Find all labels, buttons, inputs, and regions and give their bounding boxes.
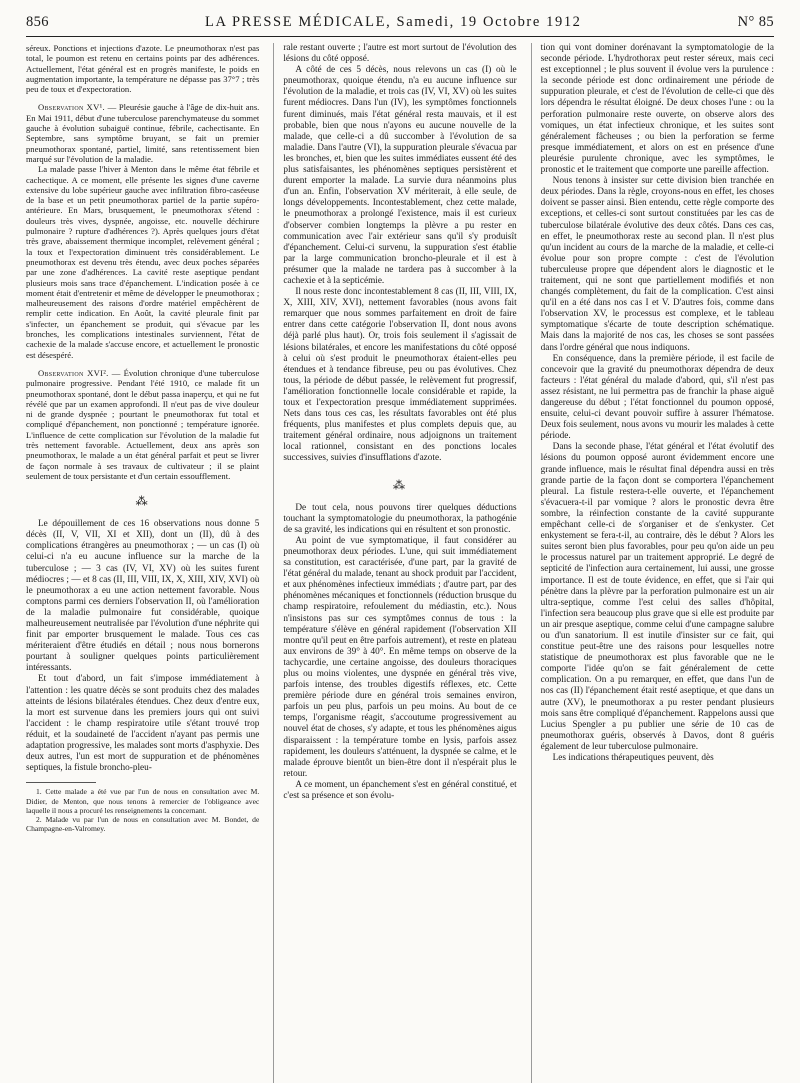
column-left	[26, 43, 259, 1083]
page-header	[26, 14, 774, 37]
footnotes	[26, 787, 259, 833]
paragraph: En conséquence, dans la première période, il est facile de concevoir que la gravité du pneumothorax dépendra de deux facteurs : l'état général du malade d'abord, qui, s'il n'est pas assez résistant, ne lui permettra pas de franchir la phase aiguë dangereuse du début ; l'état fonctionnel du poumon opposé, ensuite, celui-ci devant pouvoir suffire à assurer l'hématose. Deux fois seulement, nous avons vu mourir les malades à cette période.	[540, 353, 774, 442]
paragraph: Et tout d'abord, un fait s'impose immédiatement à l'attention : les quatre décès se sont produits chez des malades atteints de lésions bilatérales étendues. Chez deux d'entre eux, la mort est survenue dans les premiers jours qui ont suivi l'accident : le champ respiratoire utile s'étant trouvé trop réduit, et la soudaineté de l'accident n'ayant pas permis une adaptation progressive, les malades sont morts d'asphyxie. Des deux autres, l'un est mort de suppuration et de phénomènes septiques, la fistule broncho-pleu-	[26, 674, 260, 774]
observation-text: — Pleurésie gauche à l'âge de dix-huit ans. En Mai 1911, début d'une tuberculose parenchymateuse du sommet gauche à évolution subaiguë continue, fébrile, cachectisante. En Septembre, sans symptôme bruyant, se fait un premier pneumothorax spontané, partiel, limité, sans retentissement bien marqué sur l'évolution de la maladie.	[26, 102, 260, 164]
paragraph: séreux. Ponctions et injections d'azote. Le pneumothorax n'est pas total, le poumon est retenu en certains points par des adhérences. Actuellement, l'état général est en progrès manifeste, le poids en augmentation importante, la température ne dépasse pas 37°7 ; très peu de toux et d'expectoration.	[26, 43, 260, 95]
observation-label: Observation XVI².	[38, 367, 109, 378]
observation-text: — Évolution chronique d'une tuberculose pulmonaire progressive. Pendant l'été 1910, ce malade fit un pneumothorax spontané, dont le début passa inaperçu, et qui ne fut révélé que par un examen approfondi. Il n'eut pas de vive douleur ni de grande dyspnée ; pourtant le pneumothorax fut total et compliqué d'épanchement, non ponctionné ; température ignorée. L'influence de cette complication sur l'évolution de la maladie fut très nettement favorable. Actuellement, deux ans après son pneumothorax, le malade a un état général parfait et peut se livrer de façon normale à ses travaux de cultivateur ; il se plaint seulement de toux persistante et d'un certain essoufflement.	[26, 367, 260, 481]
page-number: 856	[26, 14, 49, 30]
paragraph: Les indications thérapeutiques peuvent, dès	[552, 753, 714, 763]
paragraph: Dans la seconde phase, l'état général et l'état évolutif des lésions du poumon opposé auront évidemment encore une grande influence, mais le résultat final dépendra aussi en très grande partie de la façon dont se comportera l'épanchement pleural. La fistule restera-t-elle ouverte, et l'épanchement s'évacuera-t-il par vomique ? alors le pronostic devra être sombre, la réinfection constante de la cavité suppurante empêchant celle-ci de s'organiser et de s'enkyster. Cet enkystement se fera-t-il, au contraire, dès le début ? Alors les suites seront bien plus favorables, pour peu qu'on aide un peu le processus naturel par un traitement approprié. Le degré de septicité de l'infection aura certainement, lui aussi, une grosse importance. Il est de toute évidence, en effet, que si l'air qui pénètre dans la plèvre par la perforation pulmonaire est un air ultra-septique, comme l'est celui des salles d'hôpital, l'infection sera beaucoup plus grave que si elle est produite par un air presque aseptique, comme celui d'une campagne salubre ou d'un sanatorium. Il est inutile d'insister sur ce fait, qui constitue peut-être une des raisons pour lesquelles notre statistique de pneumothorax est plus favorable que ne le comporte l'idée qu'on se fait généralement de cette complication. On a pu remarquer, en effet, que dans l'un de nos cas (II) l'épanchement était resté aseptique, et que dans un autre (XV), le pneumothorax a pu rester pendant plusieurs mois sans être compliqué d'épanchement. Rappelons aussi que Lucius Spengler a pu publier une série de 10 cas de pneumothorax guéris, observés à Davos, dont 8 guéris également de leur tuberculose pulmonaire.	[540, 442, 774, 752]
paragraph: Il nous reste donc incontestablement 8 cas (II, III, VIII, IX, X, XIII, XIV, XVI), nettement favorables (nous avons fait remarquer que nous sommes parfaitement en droit de faire entrer dans cette catégorie l'observation II, dont nous avons déjà parlé plus haut). Or, trois fois seulement il s'agissait de lésions bilatérales, et encore les manifestations du côté opposé à celui où s'est produit le pneumothorax étaient-elles peu étendues et à tendance fibreuse, peu ou pas évolutives. Chez tous, la période de début passée, le relèvement fut progressif, l'amélioration fonctionnelle locale considérable et rapide, la toux et l'expectoration presque immédiatement supprimées. Nets dans tous ces cas, les résultats favorables ont été plus fréquents, plus manifestes et plus complets depuis que, au traitement général ordinaire, nous adjoignons un traitement local rationnel, consistant en des ponctions locales successives, suivies d'insufflations d'azote.	[283, 287, 517, 464]
observation-label: Observation XV¹.	[38, 102, 105, 113]
section-separator: ⁂	[392, 477, 407, 492]
paragraph: A ce moment, un épanchement s'est en général constitué, et c'est sa présence et son évolu-	[283, 779, 517, 801]
column-middle	[273, 43, 516, 1083]
journal-title: LA PRESSE MÉDICALE, Samedi, 19 Octobre 1912	[205, 14, 582, 30]
paragraph: La malade passe l'hiver à Menton dans le même état fébrile et cachectique. A ce moment, elle présente les signes d'une caverne extensive du lobe supérieur gauche avec infiltration fibro-caséeuse de la base et un petit pneumothorax partiel de la partie supéro-antérieure. En Mars, brusquement, le pneumothorax s'étend : douleurs très vives, dyspnée, angoisse, etc. nouvelle déchirure pulmonaire ? rupture d'adhérences ?). Après quelques jours d'état très grave, abaissement thermique incomplet, relèvement général ; la toux et l'expectoration diminuent très considérablement. Le pneumothorax est devenu très étendu, avec deux poches séparées par une zone d'adhérences. La cavité reste aseptique pendant plusieurs mois sans trace d'épanchement. L'indication posée à ce moment était d'entretenir et même de développer le pneumothorax ; malheureusement des raisons d'ordre matériel empêchèrent de remplir cette indication. En Août, la cavité pleurale finit par s'infecter, un épanchement se produit, qui s'évacue par les bronches, les complications intestinales surviennent, l'état de cachexie de la malade s'accuse encore, et actuellement le pronostic est désespéré.	[26, 164, 260, 360]
paragraph: Au point de vue symptomatique, il faut considérer au pneumothorax deux périodes. L'une, qui suit immédiatement sa constitution, est caractérisée, d'une part, par la gravité de l'état général du malade, tenant au shock produit par l'accident, et aux phénomènes infectieux immédiats ; d'autre part, par des phénomènes mécaniques et fonctionnels (réduction brusque du champ respiratoire, refoulement du médiastin, etc.). Nous n'insistons pas sur ces symptômes connus de tous : la température s'élève en général rapidement (l'observation XII montre qu'il peut en être parfois autrement), et reste en plateau aux environs de 39° à 40°. En même temps on observe de la tachycardie, une certaine angoisse, des douleurs thoraciques plus ou moins violentes, une dyspnée en général très vive, parfois intense, des troubles digestifs réflexes, etc. Cette première période dure en général trois semaines environ, parfois un peu plus, parfois un peu moins. Au bout de ce temps, l'organisme réagit, s'accoutume progressivement au nouvel état de choses, s'y adapte, et tous les phénomènes aigus disparaissent : la température tombe en lysis, parfois assez rapidement, les douleurs s'atténuent, la dyspnée se calme, et le malade éprouve bientôt un bien-être dont il n'espérait plus le retour.	[283, 535, 517, 779]
observation-xv	[26, 102, 259, 164]
section-separator: ⁂	[135, 494, 150, 509]
paragraph: Nous tenons à insister sur cette division bien tranchée en deux périodes. Dans la règle, croyons-nous en effet, les choses doivent se passer ainsi. Bien entendu, cette règle comporte des exceptions, et celles-ci sont surtout constituées par les cas de tuberculose bilatérale évolutive des deux côtés. Dans ces cas, en effet, le pneumothorax reste au second plan. Il n'est plus qu'un incident au cours de la marche de la maladie, et celle-ci évolue pour son propre compte : c'est de l'évolution tuberculeuse propre que dépendent alors le diagnostic et le traitement, qui ne sont que partiellement modifiés et non changés complètement, du fait de la complication. C'est ainsi qu'il en a été dans nos cas I et V. D'autres fois, comme dans l'observation XV, le processus est complexe, et le tableau symptomatique s'écarte de toute description schématique. Mais dans la majorité de nos cas, les choses se sont passées dans l'ordre général que nous indiquons.	[540, 176, 774, 353]
paragraph: rale restant ouverte ; l'autre est mort surtout de l'évolution des lésions du côté opposé.	[283, 43, 517, 65]
observation-xvi	[26, 368, 259, 481]
issue-number: N° 85	[737, 14, 774, 30]
text-columns	[26, 43, 774, 1083]
paragraph: tion qui vont dominer dorénavant la symptomatologie de la seconde période. L'hydrothorax peut rester séreux, mais ceci est exceptionnel ; le plus souvent il évolue vers la purulence : la seconde période est donc ordinairement une période de suppuration pleurale, et c'est de l'évolution de celle-ci que dès lors dépendra le résultat éloigné. De deux choses l'une : ou la perforation pulmonaire reste ouverte, on observe alors des vomiques, un état infectieux chronique, et les suites sont généralement fâcheuses ; ou bien la perforation se ferme presque immédiatement, et alors on est en présence d'une pleurésie purulente chronique, avec les symptômes, le pronostic et le traitement que comporte une pareille affection.	[540, 43, 774, 176]
footnote-rule	[26, 782, 96, 783]
footnote: 2. Malade vu par l'un de nous en consultation avec M. Bondet, de Champagne-en-Valromey.	[26, 814, 260, 834]
paragraph: De tout cela, nous pouvons tirer quelques déductions touchant la symptomatologie du pneumothorax, la pathogénie de sa gravité, les indications qui en résultent et son pronostic.	[283, 502, 517, 535]
paragraph: Le dépouillement de ces 16 observations nous donne 5 décès (II, V, VII, XI et XII), dont un (II), dû à des complications étrangères au pneumothorax ; — un cas (I) où celui-ci n'a eu aucune influence sur la marche de la tuberculose ; — 3 cas (IV, VI, XV) où les suites furent médiocres ; — et 8 cas (II, III, VIII, IX, X, XIII, XIV, XVI) où le pneumothorax a eu une action nettement favorable. Nous comptons parmi ces derniers l'observation II, où l'amélioration de la maladie pulmonaire fut considérable, quoique malheureusement neutralisée par l'évolution d'une néphrite qui finit par emporter brusquement le malade. Tous ces cas mériteraient d'être étudiés en détail ; nous nous bornerons pourtant à souligner quelques points particulièrement intéressants.	[26, 519, 260, 674]
paragraph: A côté de ces 5 décès, nous relevons un cas (I) où le pneumothorax, quoique étendu, n'a eu aucune influence sur l'évolution de la maladie, et trois cas (IV, VI, XV) où les suites furent médiocres. Dans l'un (IV), les symptômes fonctionnels furent diminués, mais l'état général resta mauvais, et il est probable, bien que nous n'ayons eu aucune nouvelle de la malade, que celle-ci a dû succomber à l'évolution de sa maladie. Dans l'autre (VI), la suppuration pleurale s'évacua par les bronches, et, bien que les suites immédiates eussent été des plus satisfaisantes, les phénomènes septiques persistèrent et durent emporter la malade. La survie dura néanmoins plus d'un an. Enfin, l'observation XV mériterait, à elle seule, de longs développements. Incontestablement, chez cette malade, le pneumothorax a prolongé l'existence, mais il est curieux d'observer combien longtemps la plèvre a pu rester en communication avec l'air extérieur sans qu'il s'y produisît d'épanchement. Celui-ci survenu, la suppuration s'est établie par la large communication broncho-pleurale et il est à présumer que la malade ne tardera pas à succomber à la cachexie et à la septicémie.	[283, 65, 517, 286]
column-right	[531, 43, 774, 1083]
footnote: 1. Cette malade a été vue par l'un de nous en consultation avec M. Didier, de Menton, que nous tenons à remercier de l'obligeance avec laquelle il nous a procuré les renseignements la concernant.	[26, 787, 260, 815]
